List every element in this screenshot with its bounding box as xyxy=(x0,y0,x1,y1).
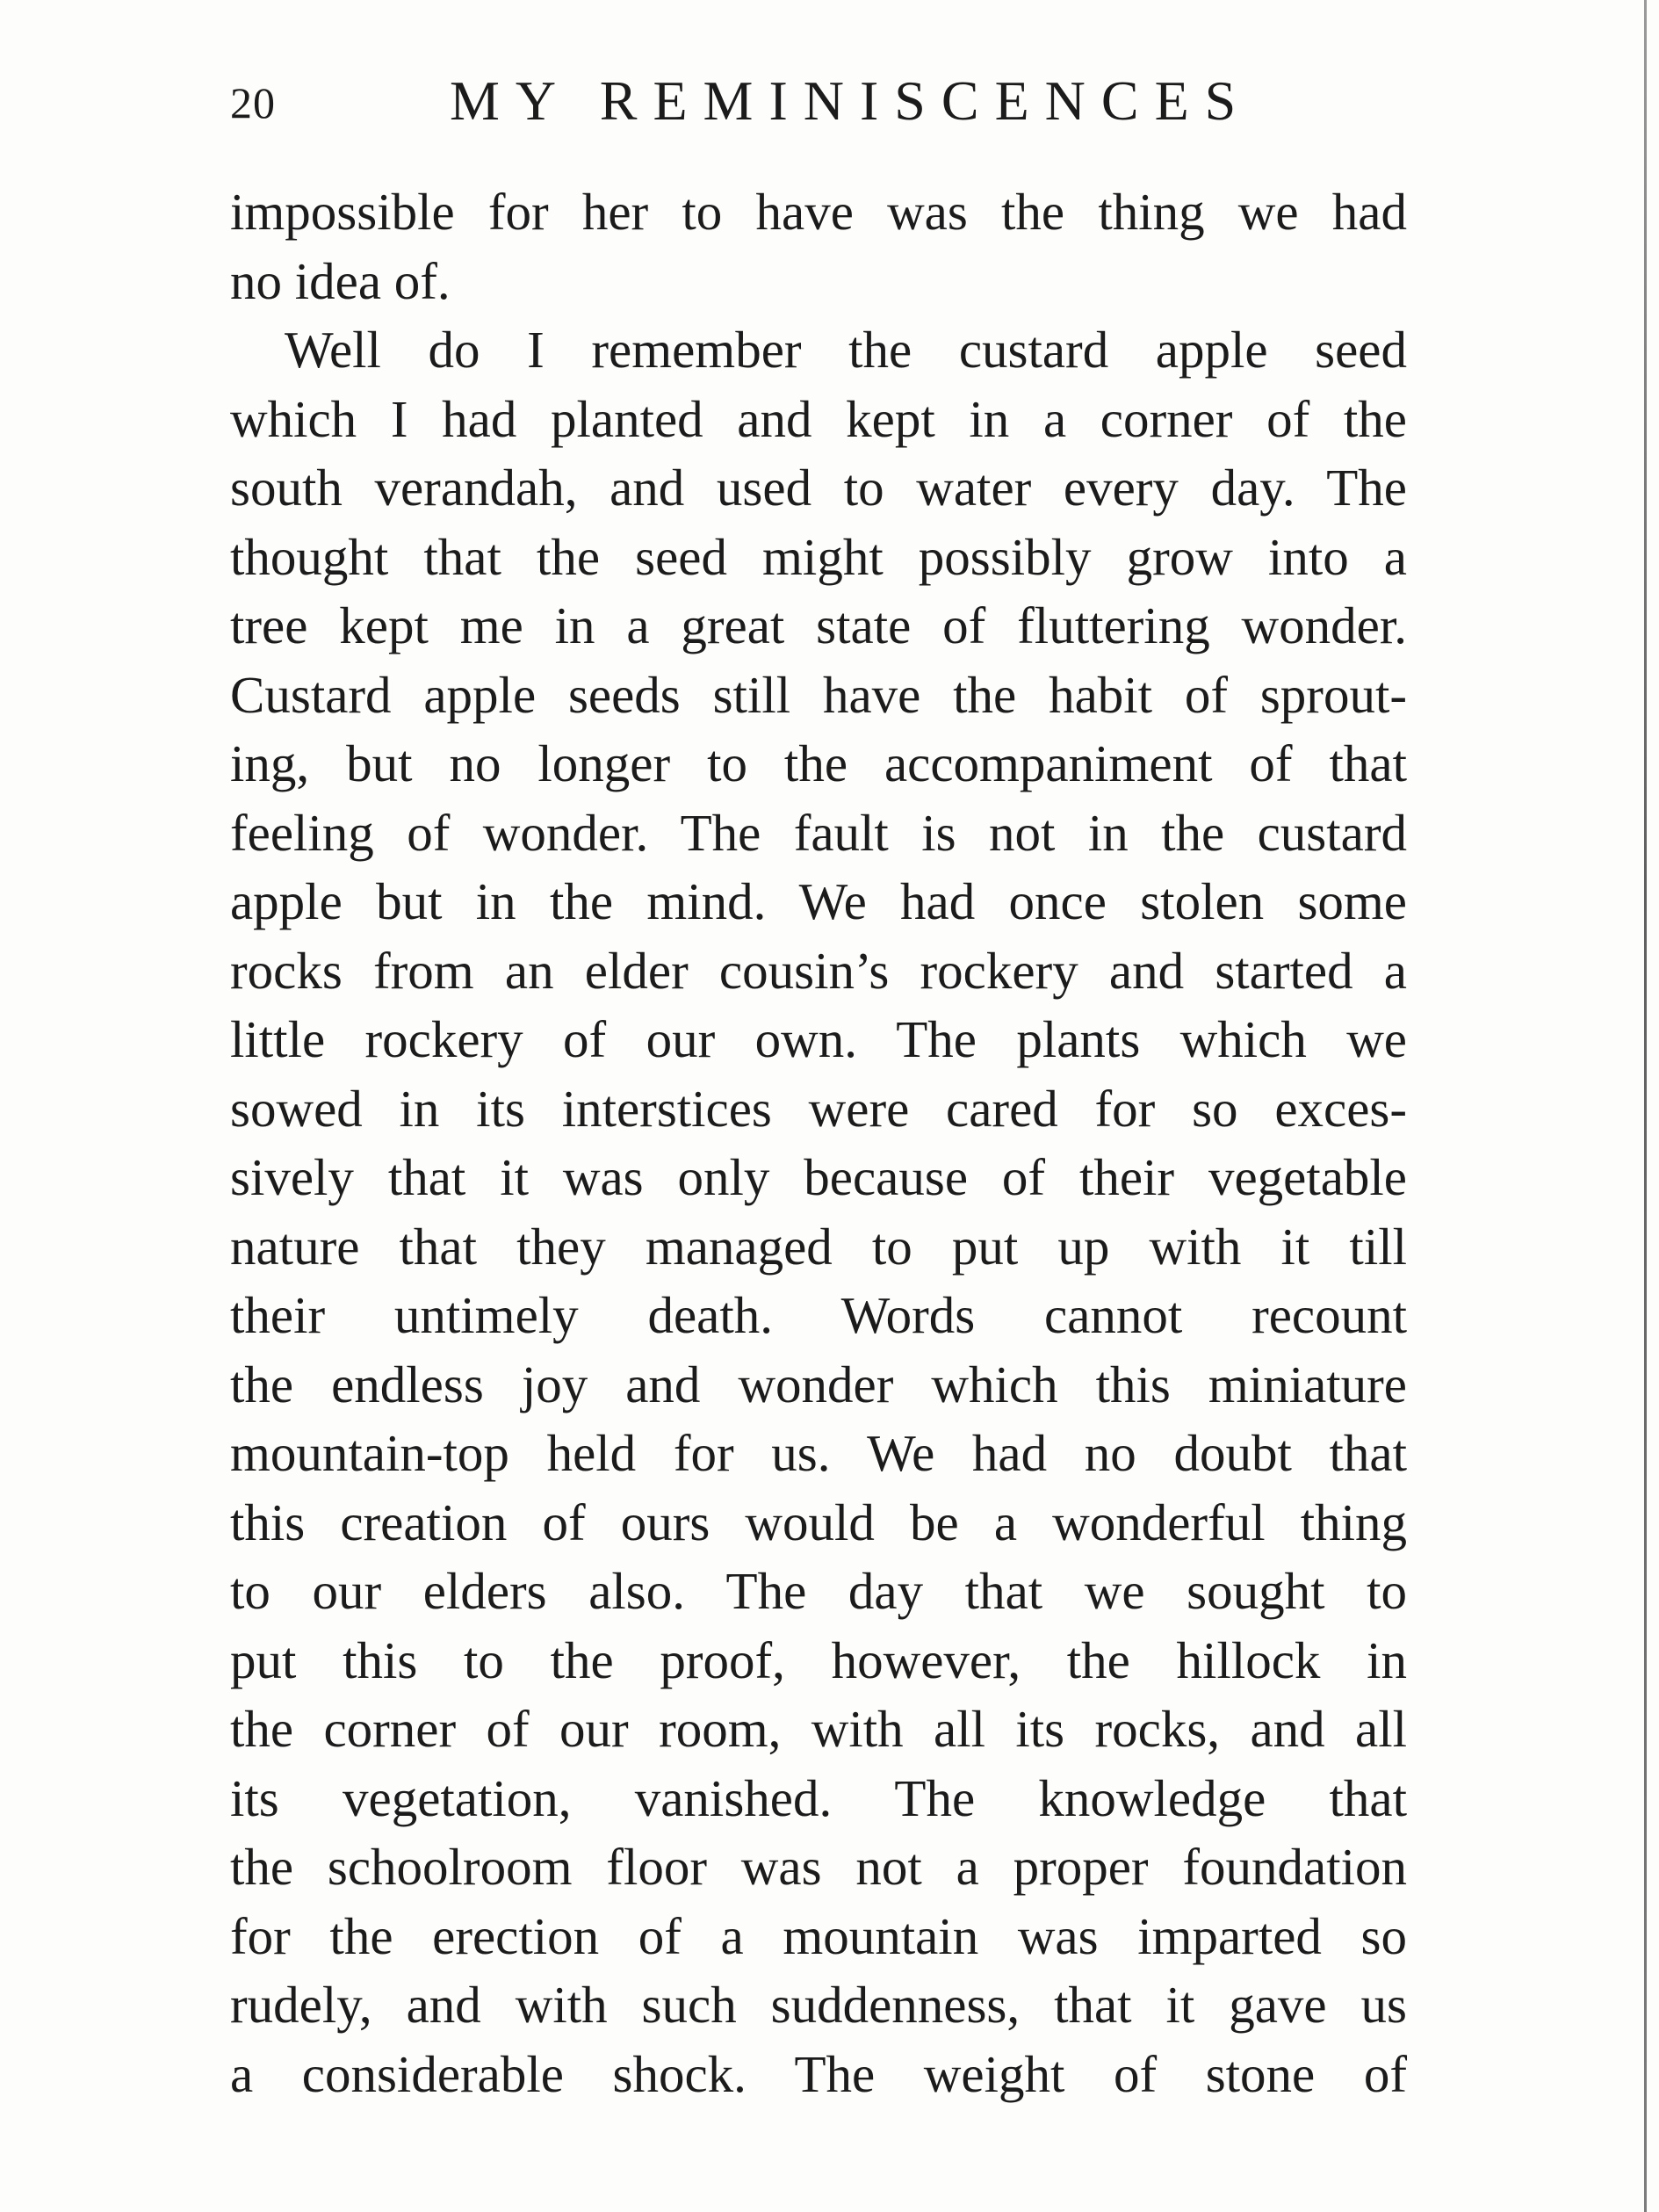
text-line: apple but in the mind. We had once stolen some xyxy=(230,872,1407,930)
text-line: nature that they managed to put up with it till xyxy=(230,1217,1407,1276)
text-line: the schoolroom floor was not a proper foundation xyxy=(230,1838,1407,1896)
text-line: its vegetation, vanished. The knowledge that xyxy=(230,1768,1407,1827)
text-line: little rockery of our own. The plants which we xyxy=(230,1010,1407,1068)
text-line: their untimely death. Words cannot recount xyxy=(230,1286,1407,1344)
text-line: put this to the proof, however, the hillock in xyxy=(230,1630,1407,1689)
text-line: to our elders also. The day that we sought to xyxy=(230,1562,1407,1620)
text-line: which I had planted and kept in a corner of the xyxy=(230,389,1407,448)
page-number: 20 xyxy=(230,78,276,127)
text-line: a considerable shock. The weight of stone of xyxy=(230,2044,1407,2103)
text-line: south verandah, and used to water every day. The xyxy=(230,459,1407,517)
text-line: tree kept me in a great state of fluttering wonder. xyxy=(230,596,1407,654)
text-line: mountain-top held for us. We had no doubt that xyxy=(230,1424,1407,1482)
text-line: sively that it was only because of their vegetable xyxy=(230,1148,1407,1206)
text-line: ing, but no longer to the accompaniment of that xyxy=(230,734,1407,792)
text-line: rocks from an elder cousin’s rockery and started a xyxy=(230,941,1407,1000)
text-line: Custard apple seeds still have the habit of sprout- xyxy=(230,665,1407,724)
body-text xyxy=(230,177,1407,2108)
text-line: sowed in its interstices were cared for so exces- xyxy=(230,1079,1407,1138)
text-line: the endless joy and wonder which this miniature xyxy=(230,1355,1407,1413)
text-line: Well do I remember the custard apple seed xyxy=(285,321,1407,379)
text-line: this creation of ours would be a wonderful thing xyxy=(230,1493,1407,1551)
text-line: no idea of. xyxy=(230,251,451,310)
text-line: for the erection of a mountain was imparted so xyxy=(230,1906,1407,1965)
page-header xyxy=(230,69,1407,139)
text-line: impossible for her to have was the thing we had xyxy=(230,183,1407,241)
text-line: feeling of wonder. The fault is not in the custard xyxy=(230,803,1407,862)
running-head: MY REMINISCENCES xyxy=(450,69,1252,132)
page-binding-edge xyxy=(1644,0,1647,2212)
text-line: rudely, and with such suddenness, that it gave us xyxy=(230,1976,1407,2034)
text-line: thought that the seed might possibly grow into a xyxy=(230,527,1407,586)
text-line: the corner of our room, with all its rocks, and all xyxy=(230,1700,1407,1758)
